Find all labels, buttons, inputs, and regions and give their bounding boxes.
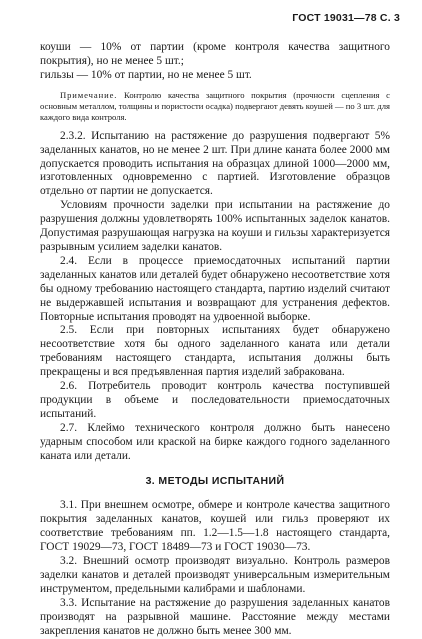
document-body xyxy=(40,41,390,639)
paragraph-strength-conditions: Условиям прочности заделки при испытании на растяжение до разрушения должны удовлетворять 100% испытанных заделок канатов. Допустимая разрушающая нагрузка на коуши и гильзы характеризуется разрывным усилием заделки канатов. xyxy=(40,199,390,253)
note xyxy=(40,90,390,123)
clause-2-7: 2.7. Клеймо технического контроля должно быть нанесено ударным способом или краской на бирке каждого годного заделанного каната или детали. xyxy=(40,421,390,462)
clause-2-5: 2.5. Если при повторных испытаниях будет обнаружено несоответствие хотя бы одного заделанного каната или детали требованиям настоящего стандарта, испытания должны быть прекращены и вся предъявленная партия изделий забракована. xyxy=(40,324,390,379)
note-text: Контролю качества защитного покрытия (прочности сцепления с основным металлом, толщины и пористости осадка) подвергают девять коушей — по 3 шт. для каждого вида контроля. xyxy=(40,89,390,122)
clause-2-3-2: 2.3.2. Испытанию на растяжение до разрушения подвергают 5% заделанных канатов, но не менее 2 шт. При длине каната более 2000 мм допускается проводить испытания на образцах длиной 1000—2000 мм, изготовленных одновременно с партией. Изготовление образцов отдельно от партии не допускается. xyxy=(40,129,390,198)
page-header: ГОСТ 19031—78 С. 3 xyxy=(292,12,400,24)
clause-2-6: 2.6. Потребитель проводит контроль качества поступившей продукции в объеме и последовательности приемосдаточных испытаний. xyxy=(40,380,390,420)
paragraph-koushi: коуши — 10% от партии (кроме контроля качества защитного покрытия), но не менее 5 шт.; xyxy=(40,41,390,67)
clause-3-2: 3.2. Внешний осмотр производят визуально. Контроль размеров заделки канатов и деталей производят универсальным измерительным инструментом, предельными калибрами и шаблонами. xyxy=(40,555,390,595)
note-lead: Примечание. xyxy=(60,89,118,100)
clause-2-4: 2.4. Если в процессе приемосдаточных испытаний партии заделанных канатов или деталей будет обнаружено несоответствие хотя бы одному требованию настоящего стандарта, партию изделий считают не выдержавшей испытания и возвращают для устранения дефектов. Повторные испытания проводят на удвоенной выборке. xyxy=(40,254,390,323)
clause-3-1: 3.1. При внешнем осмотре, обмере и контроле качества защитного покрытия заделанных канатов, коушей или гильз проверяют их соответствие требованиям пп. 1.2—1.5—1.8 настоящего стандарта, ГОСТ 19029—73, ГОСТ 18489—73 и ГОСТ 19030—73. xyxy=(40,499,390,554)
paragraph-gilzy: гильзы — 10% от партии, но не менее 5 шт. xyxy=(40,68,252,81)
section-title: 3. МЕТОДЫ ИСПЫТАНИЙ xyxy=(145,475,285,488)
clause-3-3: 3.3. Испытание на растяжение до разрушения заделанных канатов производят на разрывной машине. Расстояние между местами закрепления канатов не должно быть менее 300 мм. xyxy=(40,596,390,637)
